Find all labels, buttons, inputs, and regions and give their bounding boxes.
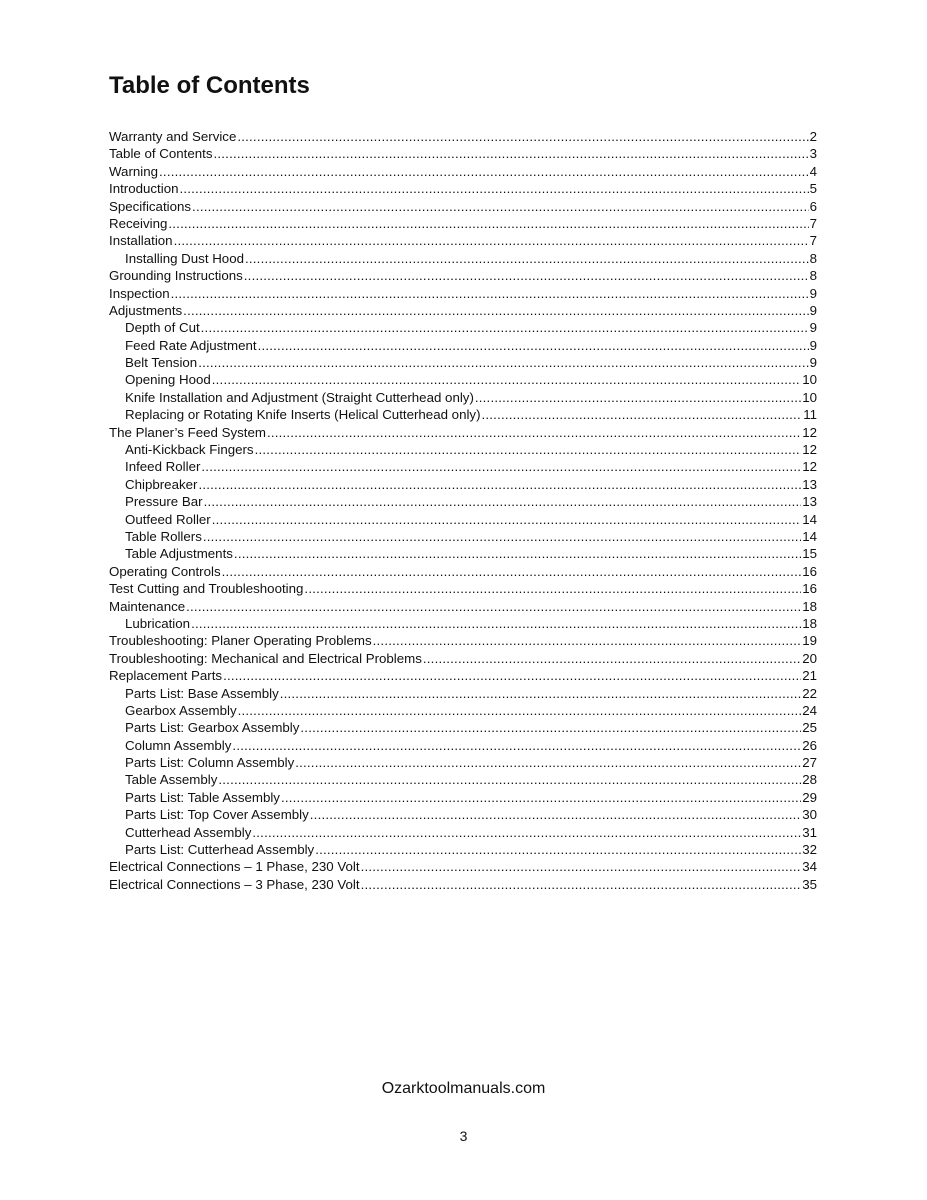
dot-leader <box>245 250 809 267</box>
toc-entry[interactable] <box>109 685 817 702</box>
dot-leader <box>212 371 801 388</box>
toc-entry-label: Column Assembly <box>125 737 232 753</box>
toc-entry-page: 12 <box>802 459 817 475</box>
dot-leader <box>373 632 802 649</box>
dot-leader <box>304 580 801 597</box>
toc-entry-page: 10 <box>802 389 817 405</box>
toc-entry-page: 12 <box>802 442 817 458</box>
toc-entry-page: 30 <box>802 807 817 823</box>
toc-entry[interactable] <box>109 319 817 336</box>
dot-leader <box>281 789 801 806</box>
dot-leader <box>192 198 809 215</box>
toc-entry-label: Cutterhead Assembly <box>125 824 252 840</box>
toc-entry[interactable] <box>109 789 817 806</box>
dot-leader <box>222 563 802 580</box>
toc-entry-page: 8 <box>809 268 817 284</box>
dot-leader <box>361 858 802 875</box>
toc-entry-page: 12 <box>802 424 817 440</box>
toc-entry-label: Inspection <box>109 285 170 301</box>
toc-entry-label: Knife Installation and Adjustment (Straight Cutterhead only) <box>125 389 474 405</box>
table-of-contents <box>109 128 817 893</box>
toc-entry[interactable] <box>109 250 817 267</box>
dot-leader <box>234 545 801 562</box>
toc-entry-label: Specifications <box>109 198 192 214</box>
toc-entry-page: 26 <box>802 737 817 753</box>
toc-entry-page: 31 <box>802 824 817 840</box>
dot-leader <box>237 128 808 145</box>
toc-entry[interactable] <box>109 806 817 823</box>
toc-entry[interactable] <box>109 285 817 302</box>
toc-entry[interactable] <box>109 719 817 736</box>
dot-leader <box>183 302 808 319</box>
toc-entry-label: Installation <box>109 233 173 249</box>
toc-entry-label: Warning <box>109 163 159 179</box>
dot-leader <box>218 771 801 788</box>
toc-entry-label: Troubleshooting: Mechanical and Electrical Problems <box>109 650 422 666</box>
dot-leader <box>315 841 801 858</box>
toc-entry-page: 9 <box>809 320 817 336</box>
dot-leader <box>191 615 801 632</box>
toc-entry[interactable] <box>109 650 817 667</box>
toc-entry[interactable] <box>109 302 817 319</box>
toc-entry-label: Table of Contents <box>109 146 213 162</box>
toc-entry-page: 18 <box>802 615 817 631</box>
toc-entry-label: Outfeed Roller <box>125 511 211 527</box>
toc-entry-page: 9 <box>809 285 817 301</box>
toc-entry-page: 2 <box>809 129 817 144</box>
toc-entry[interactable] <box>109 876 817 893</box>
dot-leader <box>295 754 801 771</box>
toc-entry[interactable] <box>109 389 817 406</box>
dot-leader <box>423 650 801 667</box>
toc-entry-label: Table Rollers <box>125 528 202 544</box>
toc-entry[interactable] <box>109 180 817 197</box>
toc-entry-page: 7 <box>809 233 817 249</box>
toc-entry-page: 25 <box>802 720 817 736</box>
toc-entry-label: Electrical Connections – 1 Phase, 230 Volt <box>109 859 360 875</box>
toc-entry[interactable] <box>109 198 817 215</box>
toc-entry-page: 13 <box>802 494 817 510</box>
dot-leader <box>203 528 801 545</box>
toc-entry-label: Installing Dust Hood <box>125 250 244 266</box>
dot-leader <box>475 389 801 406</box>
toc-entry[interactable] <box>109 458 817 475</box>
toc-entry-page: 24 <box>802 702 817 718</box>
toc-entry-label: Depth of Cut <box>125 320 200 336</box>
toc-entry[interactable] <box>109 267 817 284</box>
toc-entry-label: Lubrication <box>125 615 191 631</box>
toc-entry-page: 13 <box>802 476 817 492</box>
toc-entry-label: Anti-Kickback Fingers <box>125 442 254 458</box>
toc-entry-page: 7 <box>809 215 817 231</box>
toc-entry-page: 32 <box>802 842 817 858</box>
toc-entry-label: Grounding Instructions <box>109 268 243 284</box>
toc-entry-label: Table Assembly <box>125 772 218 788</box>
dot-leader <box>201 458 801 475</box>
toc-entry-page: 27 <box>802 755 817 771</box>
dot-leader <box>238 702 802 719</box>
toc-entry[interactable] <box>109 528 817 545</box>
toc-entry-page: 10 <box>802 372 817 388</box>
toc-entry[interactable] <box>109 493 817 510</box>
toc-entry[interactable] <box>109 545 817 562</box>
toc-entry-page: 20 <box>802 650 817 666</box>
toc-entry[interactable] <box>109 476 817 493</box>
toc-entry-label: Belt Tension <box>125 355 198 371</box>
dot-leader <box>204 493 802 510</box>
toc-entry[interactable] <box>109 754 817 771</box>
toc-entry-label: Parts List: Gearbox Assembly <box>125 720 300 736</box>
dot-leader <box>171 285 809 302</box>
dot-leader <box>244 267 809 284</box>
toc-entry-label: Parts List: Table Assembly <box>125 789 280 805</box>
dot-leader <box>212 511 801 528</box>
toc-entry-label: Parts List: Cutterhead Assembly <box>125 842 315 858</box>
dot-leader <box>198 354 808 371</box>
toc-entry-page: 22 <box>802 685 817 701</box>
toc-entry-page: 21 <box>802 668 817 684</box>
toc-entry-page: 15 <box>802 546 817 562</box>
dot-leader <box>232 737 801 754</box>
toc-entry-page: 4 <box>809 163 817 179</box>
toc-entry[interactable] <box>109 858 817 875</box>
toc-entry-label: Warranty and Service <box>109 129 237 144</box>
toc-entry-label: Electrical Connections – 3 Phase, 230 Volt <box>109 876 360 892</box>
toc-entry-label: Table Adjustments <box>125 546 233 562</box>
toc-entry-page: 19 <box>802 633 817 649</box>
dot-leader <box>280 685 801 702</box>
toc-entry-label: Parts List: Top Cover Assembly <box>125 807 309 823</box>
page-title: Table of Contents <box>109 72 310 99</box>
toc-entry-label: Gearbox Assembly <box>125 702 237 718</box>
toc-entry-label: Infeed Roller <box>125 459 201 475</box>
toc-entry-page: 8 <box>809 250 817 266</box>
toc-entry-page: 34 <box>802 859 817 875</box>
dot-leader <box>310 806 801 823</box>
toc-entry-label: The Planer’s Feed System <box>109 424 266 440</box>
dot-leader <box>214 145 809 162</box>
toc-entry[interactable] <box>109 771 817 788</box>
toc-entry[interactable] <box>109 371 817 388</box>
toc-entry-label: Replacing or Rotating Knife Inserts (Helical Cutterhead only) <box>125 407 481 423</box>
toc-entry-label: Parts List: Base Assembly <box>125 685 279 701</box>
toc-entry[interactable] <box>109 337 817 354</box>
toc-entry-page: 14 <box>802 511 817 527</box>
toc-entry[interactable] <box>109 163 817 180</box>
toc-entry-page: 29 <box>802 789 817 805</box>
toc-entry[interactable] <box>109 215 817 232</box>
toc-entry[interactable] <box>109 563 817 580</box>
dot-leader <box>159 163 809 180</box>
dot-leader <box>252 824 801 841</box>
toc-entry[interactable] <box>109 232 817 249</box>
dot-leader <box>174 232 809 249</box>
dot-leader <box>482 406 803 423</box>
toc-entry[interactable] <box>109 441 817 458</box>
toc-entry[interactable] <box>109 737 817 754</box>
toc-entry[interactable] <box>109 424 817 441</box>
toc-entry-page: 6 <box>809 198 817 214</box>
toc-entry-page: 9 <box>809 337 817 353</box>
toc-entry[interactable] <box>109 824 817 841</box>
toc-entry-label: Maintenance <box>109 598 186 614</box>
toc-entry-page: 35 <box>802 876 817 892</box>
toc-entry-page: 3 <box>809 146 817 162</box>
toc-entry[interactable] <box>109 128 817 145</box>
toc-entry-page: 11 <box>803 407 817 423</box>
toc-entry-label: Parts List: Column Assembly <box>125 755 295 771</box>
dot-leader <box>258 337 809 354</box>
dot-leader <box>201 319 809 336</box>
toc-entry[interactable] <box>109 615 817 632</box>
toc-entry-label: Test Cutting and Troubleshooting <box>109 581 304 597</box>
dot-leader <box>168 215 808 232</box>
footer-website: Ozarktoolmanuals.com <box>381 1080 546 1097</box>
toc-entry[interactable] <box>109 598 817 615</box>
toc-entry-page: 18 <box>802 598 817 614</box>
dot-leader <box>267 424 801 441</box>
toc-entry-label: Opening Hood <box>125 372 211 388</box>
toc-entry[interactable] <box>109 841 817 858</box>
toc-entry-label: Troubleshooting: Planer Operating Problems <box>109 633 372 649</box>
toc-entry-page: 5 <box>809 181 817 197</box>
toc-entry-page: 16 <box>802 563 817 579</box>
toc-entry[interactable] <box>109 580 817 597</box>
toc-entry[interactable] <box>109 632 817 649</box>
toc-entry-label: Receiving <box>109 215 168 231</box>
toc-entry[interactable] <box>109 667 817 684</box>
dot-leader <box>198 476 801 493</box>
toc-entry-page: 9 <box>809 302 817 318</box>
toc-entry-label: Pressure Bar <box>125 494 203 510</box>
toc-entry-label: Replacement Parts <box>109 668 223 684</box>
toc-entry-label: Chipbreaker <box>125 476 198 492</box>
dot-leader <box>179 180 808 197</box>
toc-entry-label: Feed Rate Adjustment <box>125 337 257 353</box>
toc-entry[interactable] <box>109 406 817 423</box>
dot-leader <box>255 441 802 458</box>
dot-leader <box>361 876 802 893</box>
toc-entry-label: Adjustments <box>109 302 183 318</box>
toc-entry[interactable] <box>109 145 817 162</box>
toc-entry-label: Introduction <box>109 181 179 197</box>
toc-entry-page: 9 <box>809 355 817 371</box>
toc-entry-page: 28 <box>802 772 817 788</box>
footer-page-number: 3 <box>459 1128 468 1144</box>
toc-entry[interactable] <box>109 354 817 371</box>
toc-entry[interactable] <box>109 702 817 719</box>
dot-leader <box>223 667 801 684</box>
dot-leader <box>300 719 801 736</box>
toc-entry-page: 14 <box>802 528 817 544</box>
toc-entry[interactable] <box>109 511 817 528</box>
dot-leader <box>186 598 801 615</box>
toc-entry-label: Operating Controls <box>109 563 221 579</box>
toc-entry-page: 16 <box>802 581 817 597</box>
